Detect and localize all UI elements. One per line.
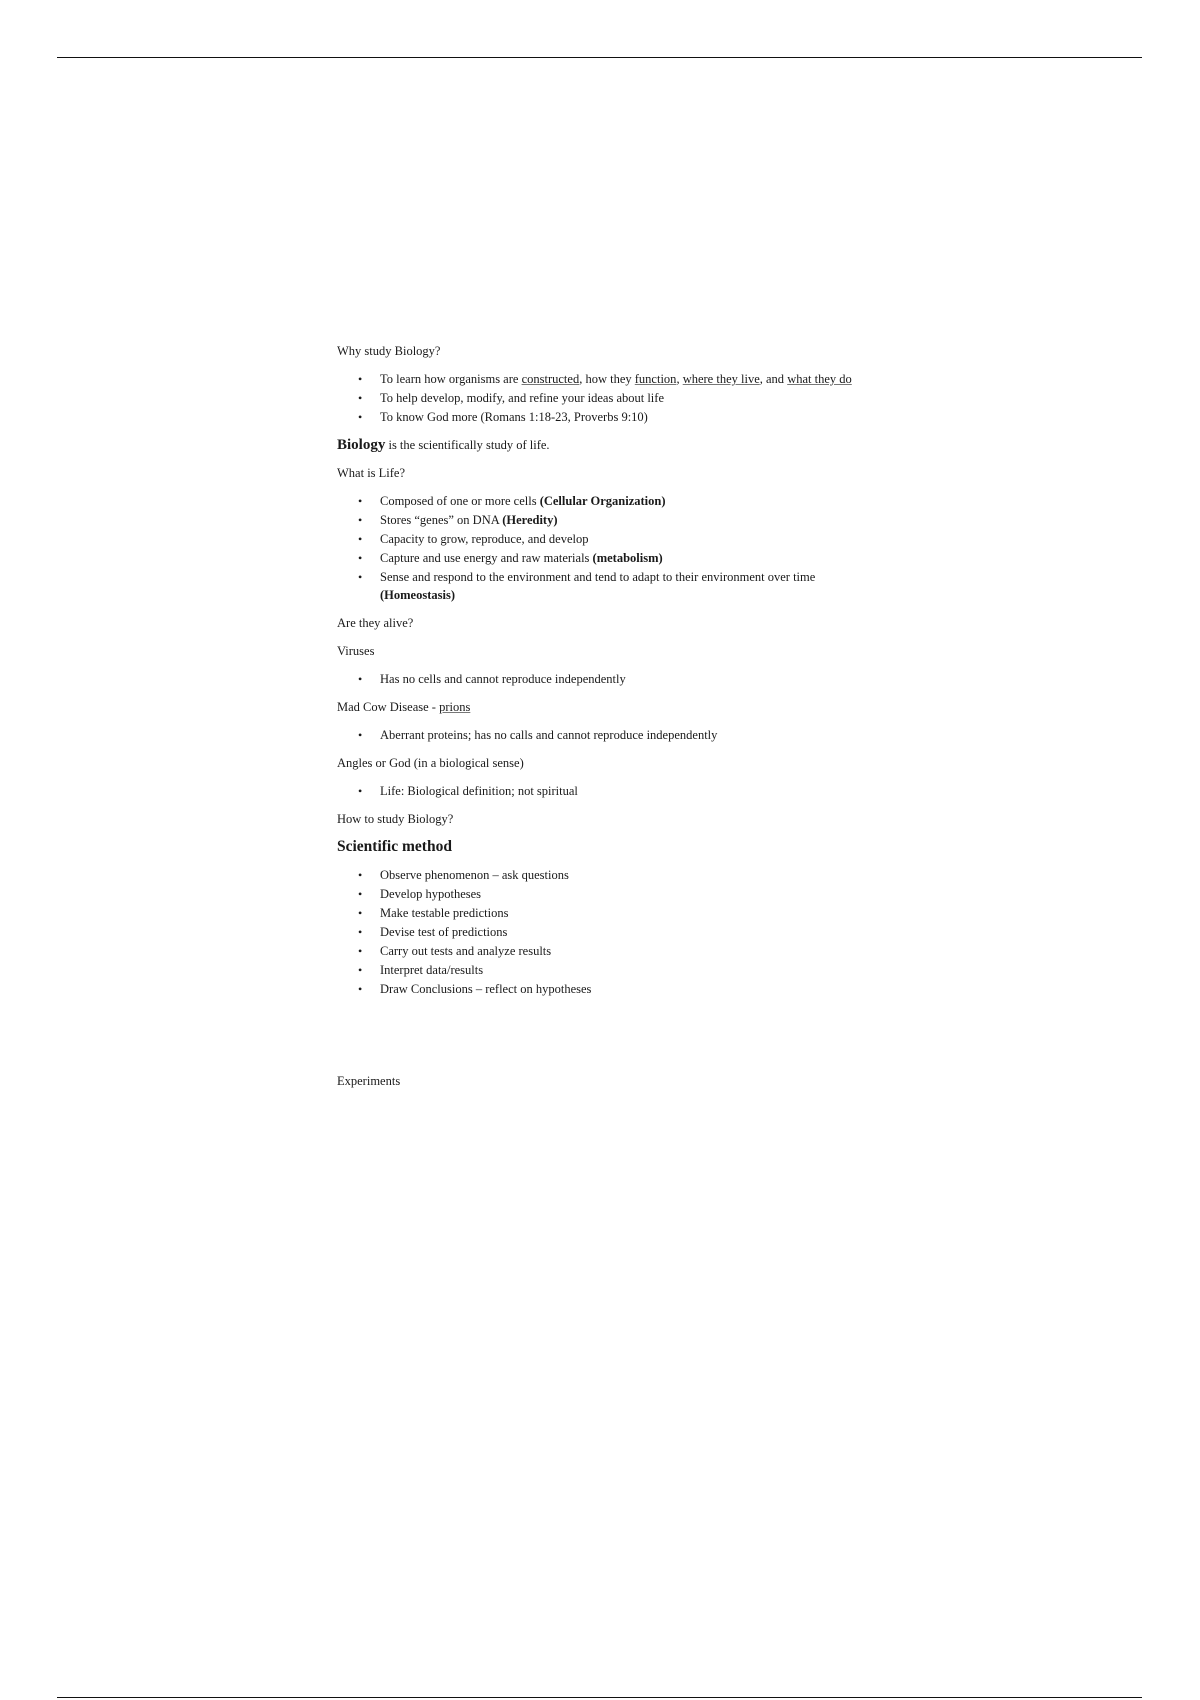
why-study-list	[337, 370, 882, 426]
scientific-method-list	[337, 866, 882, 998]
list-item: • Draw Conclusions – reflect on hypotheses	[380, 980, 882, 998]
reason-text: ,	[676, 372, 683, 386]
underlined-term: what they do	[787, 372, 852, 386]
trait-term: (Cellular Organization)	[539, 494, 666, 508]
mad-cow-title	[337, 698, 882, 716]
biology-term: Biology	[337, 437, 386, 453]
trait-text: Capacity to grow, reproduce, and develop	[380, 532, 589, 546]
list-item	[380, 492, 882, 510]
list-item: • Develop hypotheses	[380, 885, 882, 903]
mad-cow-label: Mad Cow Disease -	[337, 700, 440, 714]
trait-text: Capture and use energy and raw materials	[380, 551, 593, 565]
reason-text: , how they	[579, 372, 635, 386]
life-traits-list	[337, 492, 882, 604]
viruses-title: Viruses	[337, 644, 375, 658]
underlined-term: constructed	[521, 372, 580, 386]
how-to-study-question: How to study Biology?	[337, 812, 454, 826]
spacer	[337, 1008, 882, 1072]
list-item	[380, 530, 882, 548]
biology-definition	[337, 436, 882, 454]
underlined-term: function	[634, 372, 677, 386]
document-body	[337, 342, 882, 1100]
trait-term: (metabolism)	[592, 551, 663, 565]
angels-list	[337, 782, 882, 800]
definition-text: is the scientifically study of life.	[385, 438, 550, 452]
bottom-rule	[57, 1697, 1142, 1698]
trait-text: Composed of one or more cells	[380, 494, 540, 508]
list-item: • Observe phenomenon – ask questions	[380, 866, 882, 884]
list-item	[380, 568, 882, 604]
trait-text: Sense and respond to the environment and tend to adapt to their environment over time	[380, 570, 816, 584]
scientific-method-heading: Scientific method	[337, 838, 452, 855]
reason-text: To learn how organisms are	[380, 372, 522, 386]
list-item: • Devise test of predictions	[380, 923, 882, 941]
are-they-alive-question: Are they alive?	[337, 616, 414, 630]
list-item: • Interpret data/results	[380, 961, 882, 979]
prions-term: prions	[439, 700, 471, 714]
list-item: • To know God more (Romans 1:18-23, Proverbs 9:10)	[380, 408, 882, 426]
list-item: • Life: Biological definition; not spiritual	[380, 782, 882, 800]
trait-term: (Heredity)	[502, 513, 558, 527]
what-is-life-question: What is Life?	[337, 466, 406, 480]
list-item: • Has no cells and cannot reproduce independently	[380, 670, 882, 688]
list-item	[380, 370, 882, 388]
mad-cow-list	[337, 726, 882, 744]
why-study-question: Why study Biology?	[337, 344, 441, 358]
underlined-term: where they live	[682, 372, 760, 386]
list-item: • Carry out tests and analyze results	[380, 942, 882, 960]
list-item: • Aberrant proteins; has no calls and cannot reproduce independently	[380, 726, 882, 744]
list-item: • Make testable predictions	[380, 904, 882, 922]
trait-term: (Homeostasis)	[380, 588, 455, 602]
angels-title: Angles or God (in a biological sense)	[337, 756, 524, 770]
list-item: • To help develop, modify, and refine your ideas about life	[380, 389, 882, 407]
experiments-heading: Experiments	[337, 1074, 401, 1088]
top-rule	[57, 57, 1142, 58]
reason-text: , and	[759, 372, 788, 386]
trait-text: Stores “genes” on DNA	[380, 513, 503, 527]
viruses-list	[337, 670, 882, 688]
list-item	[380, 511, 882, 529]
list-item	[380, 549, 882, 567]
